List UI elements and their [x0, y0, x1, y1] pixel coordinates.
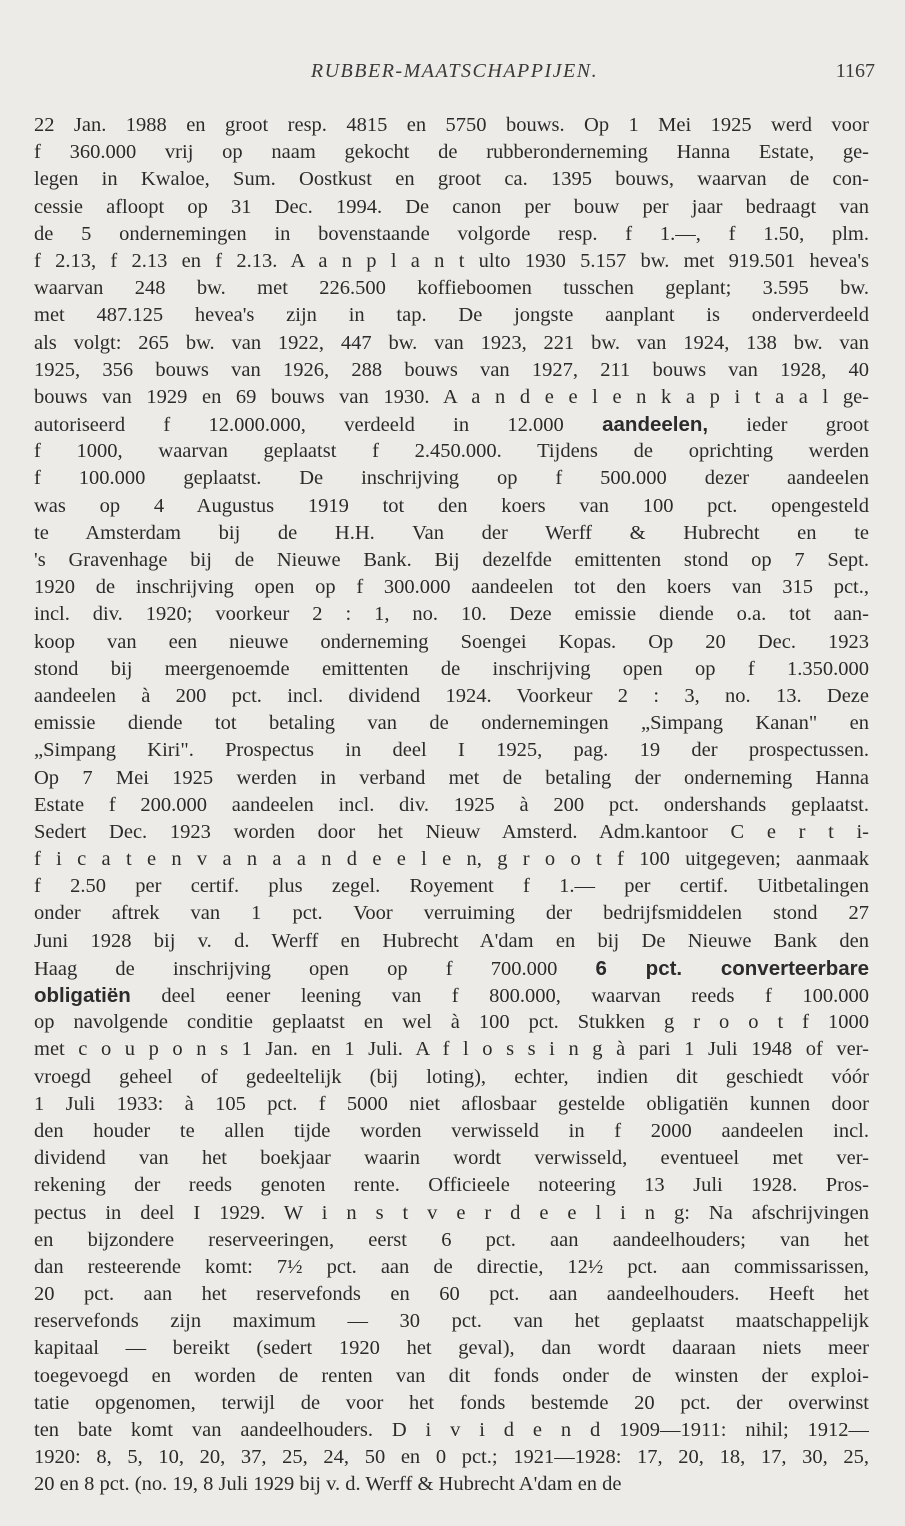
- text-line: f 2.13, f 2.13 en f 2.13. A a n p l a n t ulto 1930 5.157 bw. met 919.501 hevea's: [34, 249, 869, 272]
- text-line: f 360.000 vrij op naam gekocht de rubberonderneming Hanna Estate, ge-: [34, 141, 869, 164]
- text-line: kapitaal — bereikt (sedert 1920 het geval), dan wordt daaraan niets meer: [34, 1337, 869, 1360]
- text-line: stond bij meergenoemde emittenten de inschrijving open op f 1.350.000: [34, 657, 869, 680]
- text-line: f i c a t e n v a n a a n d e e l e n, g r o o t f 100 uitgegeven; aanmaak: [34, 848, 869, 871]
- text-line: vroegd geheel of gedeeltelijk (bij loting), echter, indien dit geschiedt vóór: [34, 1065, 869, 1088]
- text-line: reservefonds zijn maximum — 30 pct. van het geplaatst maatschappelijk: [34, 1310, 869, 1333]
- text-line: waarvan 248 bw. met 226.500 koffieboomen tusschen geplant; 3.595 bw.: [34, 277, 869, 300]
- text-line: Haag de inschrijving open op f 700.000 6 pct. converteerbare: [34, 956, 869, 980]
- text-line: onder aftrek van 1 pct. Voor verruiming der bedrijfsmiddelen stond 27: [34, 902, 869, 925]
- text-line: koop van een nieuwe onderneming Soengei Kopas. Op 20 Dec. 1923: [34, 630, 869, 653]
- text-line: Juni 1928 bij v. d. Werff en Hubrecht A'dam en bij De Nieuwe Bank den: [34, 929, 869, 952]
- text-line: 1920: 8, 5, 10, 20, 37, 25, 24, 50 en 0 pct.; 1921—1928: 17, 20, 18, 17, 30, 25,: [34, 1446, 869, 1469]
- text-line: dividend van het boekjaar waarin wordt verwisseld, eventueel met ver-: [34, 1147, 869, 1170]
- text-line: 1920 de inschrijving open op f 300.000 aandeelen tot den koers van 315 pct.,: [34, 576, 869, 599]
- text-line: 20 pct. aan het reservefonds en 60 pct. aan aandeelhouders. Heeft het: [34, 1283, 869, 1306]
- text-line: „Simpang Kiri". Prospectus in deel I 1925, pag. 19 der prospectussen.: [34, 739, 869, 762]
- text-line: pectus in deel I 1929. W i n s t v e r d e e l i n g: Na afschrijvingen: [34, 1201, 869, 1224]
- text-line: was op 4 Augustus 1919 tot den koers van 100 pct. opengesteld: [34, 494, 869, 517]
- text-line: als volgt: 265 bw. van 1922, 447 bw. van 1923, 221 bw. van 1924, 138 bw. van: [34, 331, 869, 354]
- text-line: tatie opgenomen, terwijl de voor het fonds bestemde 20 pct. der overwinst: [34, 1391, 869, 1414]
- text-line: Sedert Dec. 1923 worden door het Nieuw Amsterd. Adm.kantoor C e r t i-: [34, 820, 869, 843]
- text-line: toegevoegd en worden de renten van dit fonds onder de winsten der exploi-: [34, 1364, 869, 1387]
- body-text: [34, 112, 869, 1499]
- bold-term: aandeelen,: [602, 413, 709, 437]
- text-line: ten bate komt van aandeelhouders. D i v i d e n d 1909—1911: nihil; 1912—: [34, 1419, 869, 1441]
- text-line: f 100.000 geplaatst. De inschrijving op f 500.000 dezer aandeelen: [34, 467, 869, 490]
- text-line: den houder te allen tijde worden verwisseld in f 2000 aandeelen incl.: [34, 1119, 869, 1142]
- text-line: Op 7 Mei 1925 werden in verband met de betaling der onderneming Hanna: [34, 766, 869, 789]
- text-line: 1925, 356 bouws van 1926, 288 bouws van 1927, 211 bouws van 1928, 40: [34, 358, 869, 381]
- bold-term: 6 pct. converteerbare: [595, 956, 869, 980]
- text-line: emissie diende tot betaling van de ondernemingen „Simpang Kanan" en: [34, 712, 869, 735]
- running-title: RUBBER-MAATSCHAPPIJEN.: [310, 60, 599, 82]
- text-line: dan resteerende komt: 7½ pct. aan de directie, 12½ pct. aan commissarissen,: [34, 1255, 869, 1278]
- text-line: 20 en 8 pct. (no. 19, 8 Juli 1929 bij v. d. Werff & Hubrecht A'dam en de: [34, 1473, 622, 1496]
- text-line: 1 Juli 1933: à 105 pct. f 5000 niet aflosbaar gestelde obligatiën kunnen door: [34, 1092, 869, 1115]
- text-line: bouws van 1929 en 69 bouws van 1930. A a n d e e l e n k a p i t a a l ge-: [34, 385, 869, 408]
- text-line: de 5 ondernemingen in bovenstaande volgorde resp. f 1.—, f 1.50, plm.: [34, 222, 869, 245]
- text-line: te Amsterdam bij de H.H. Van der Werff & Hubrecht en te: [34, 521, 869, 544]
- text-line: legen in Kwaloe, Sum. Oostkust en groot ca. 1395 bouws, waarvan de con-: [34, 168, 869, 191]
- text-line: met 487.125 hevea's zijn in tap. De jongste aanplant is onderverdeeld: [34, 304, 869, 327]
- text-line: Estate f 200.000 aandeelen incl. div. 1925 à 200 pct. ondershands geplaatst.: [34, 793, 869, 816]
- text-line: autoriseerd f 12.000.000, verdeeld in 12.000 aandeelen, ieder groot: [34, 413, 869, 437]
- text-line: met c o u p o n s 1 Jan. en 1 Juli. A f l o s s i n g à pari 1 Juli 1948 of ver-: [34, 1038, 869, 1061]
- text-line: 's Gravenhage bij de Nieuwe Bank. Bij dezelfde emittenten stond op 7 Sept.: [34, 549, 869, 571]
- page-number: 1167: [835, 60, 875, 82]
- text-line: op navolgende conditie geplaatst en wel à 100 pct. Stukken g r o o t f 1000: [34, 1011, 869, 1034]
- page-header: [34, 60, 875, 90]
- text-line: f 1000, waarvan geplaatst f 2.450.000. Tijdens de oprichting werden: [34, 440, 869, 463]
- bold-term: obligatiën: [34, 984, 131, 1007]
- text-line: f 2.50 per certif. plus zegel. Royement f 1.— per certif. Uitbetalingen: [34, 875, 869, 898]
- text-line: incl. div. 1920; voorkeur 2 : 1, no. 10. Deze emissie diende o.a. tot aan-: [34, 603, 869, 626]
- text-line: en bijzondere reserveeringen, eerst 6 pct. aan aandeelhouders; van het: [34, 1228, 869, 1251]
- text-line: 22 Jan. 1988 en groot resp. 4815 en 5750 bouws. Op 1 Mei 1925 werd voor: [34, 114, 869, 136]
- text-line: obligatiën deel eener leening van f 800.000, waarvan reeds f 100.000: [34, 984, 869, 1007]
- text-line: cessie afloopt op 31 Dec. 1994. De canon per bouw per jaar bedraagt van: [34, 195, 869, 218]
- text-line: aandeelen à 200 pct. incl. dividend 1924. Voorkeur 2 : 3, no. 13. Deze: [34, 684, 869, 707]
- text-line: rekening der reeds genoten rente. Officieele noteering 13 Juli 1928. Pros-: [34, 1174, 869, 1197]
